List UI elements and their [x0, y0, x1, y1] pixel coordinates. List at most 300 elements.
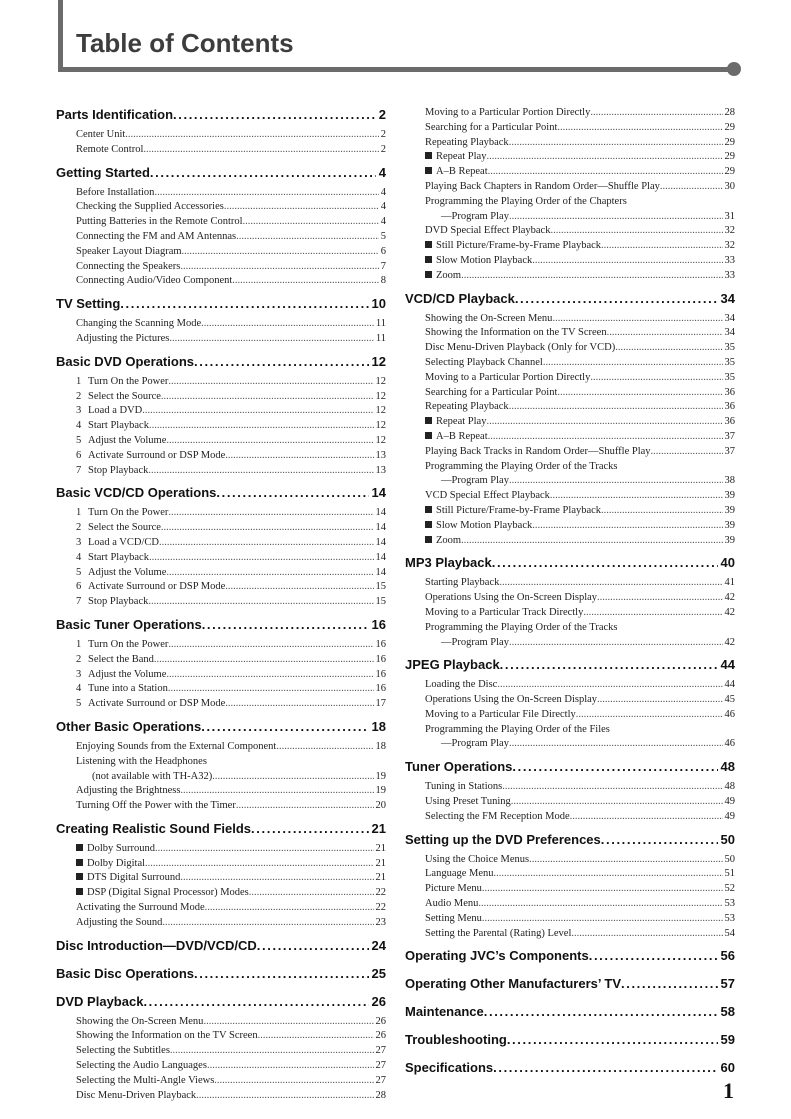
- entry-text: Moving to a Particular File Directly: [425, 708, 576, 720]
- section-page-number: 4: [378, 164, 386, 180]
- dot-leader: [212, 771, 373, 782]
- entry-label: [76, 756, 207, 767]
- entry-label: [425, 372, 590, 383]
- dot-leader: [488, 166, 723, 177]
- entry-label: [76, 1016, 203, 1027]
- toc-entry[interactable]: [405, 694, 735, 709]
- dot-leader: [257, 938, 369, 953]
- section-title: Getting Started: [56, 164, 150, 180]
- toc-section-heading[interactable]: [405, 832, 735, 854]
- toc-entry[interactable]: [405, 387, 735, 402]
- dot-leader: [651, 446, 723, 457]
- section-page-number: 50: [720, 831, 735, 847]
- entry-text: Selecting Playback Channel: [425, 356, 543, 368]
- entry-page-number: 13: [375, 449, 386, 461]
- dot-leader: [159, 537, 374, 548]
- entry-label: [425, 913, 482, 924]
- square-bullet-icon: [76, 859, 83, 866]
- toc-section-heading[interactable]: [405, 976, 735, 998]
- toc-entry[interactable]: [405, 913, 735, 928]
- entry-page-number: 17: [375, 698, 386, 710]
- toc-entry[interactable]: [405, 679, 735, 694]
- entry-page-number: 35: [724, 371, 735, 383]
- entry-text: Moving to a Particular Portion Directly: [425, 107, 591, 118]
- toc-entry[interactable]: [405, 796, 735, 811]
- toc-entry[interactable]: [405, 327, 735, 342]
- dot-leader: [162, 917, 373, 928]
- dot-leader: [497, 679, 722, 690]
- dot-leader: [155, 843, 374, 854]
- entry-page-number: 41: [724, 577, 735, 589]
- toc-entry[interactable]: [56, 800, 386, 815]
- toc-entry[interactable]: [56, 333, 386, 348]
- entry-text: Selecting the Multi-Angle Views: [76, 1074, 215, 1086]
- toc-section-heading[interactable]: [56, 354, 386, 376]
- toc-entry[interactable]: [405, 505, 735, 520]
- entry-label: [441, 738, 509, 749]
- entry-text: Operations Using the On-Screen Display: [425, 694, 598, 706]
- entry-page-number: 48: [724, 781, 735, 793]
- dot-leader: [236, 231, 379, 242]
- entry-text: Playing Back Tracks in Random Order—Shuffle Play: [425, 445, 651, 457]
- entry-page-number: 35: [724, 356, 735, 368]
- toc-entry[interactable]: [405, 928, 735, 943]
- dot-leader: [543, 357, 723, 368]
- entry-page-number: 20: [375, 800, 386, 812]
- toc-section-heading[interactable]: [405, 555, 735, 577]
- toc-entry[interactable]: [56, 843, 386, 858]
- section-title: Operating JVC’s Components: [405, 948, 589, 964]
- dot-leader: [148, 596, 373, 607]
- entry-text: Setting Menu: [425, 912, 482, 924]
- toc-section-heading[interactable]: [56, 938, 386, 960]
- toc-entry[interactable]: [56, 246, 386, 261]
- dot-leader: [196, 1090, 373, 1101]
- page-number: 1: [723, 1078, 734, 1103]
- entry-text: Stop Playback: [88, 464, 149, 476]
- entry-page-number: 27: [375, 1045, 386, 1057]
- entry-text: Load a DVD: [88, 405, 143, 417]
- toc-entry[interactable]: [405, 372, 735, 387]
- toc-entry[interactable]: [56, 391, 386, 406]
- section-page-number: 10: [371, 296, 386, 312]
- dot-leader: [194, 966, 369, 981]
- toc-entry[interactable]: [56, 654, 386, 669]
- entry-page-number: 36: [724, 386, 735, 398]
- toc-entry[interactable]: [405, 240, 735, 255]
- entry-text: Selecting the FM Reception Mode: [425, 810, 570, 822]
- entry-text: Activate Surround or DSP Mode: [88, 581, 226, 593]
- step-number: 3: [76, 668, 82, 680]
- entry-label: [425, 357, 543, 368]
- entry-text: Starting Playback: [425, 577, 500, 589]
- toc-section-heading[interactable]: [405, 1032, 735, 1054]
- section-page-number: 57: [720, 976, 735, 992]
- entry-text: Connecting the Speakers: [76, 260, 181, 272]
- step-number: 6: [76, 581, 82, 593]
- toc-section-heading[interactable]: [56, 966, 386, 988]
- square-bullet-icon: [425, 152, 432, 159]
- toc-entry[interactable]: [405, 181, 735, 196]
- entry-label: [441, 475, 509, 486]
- toc-section-heading[interactable]: [56, 165, 386, 187]
- toc-entry[interactable]: [56, 435, 386, 450]
- toc-entry[interactable]: [405, 854, 735, 869]
- toc-entry[interactable]: [405, 535, 735, 550]
- toc-entry[interactable]: [405, 898, 735, 913]
- toc-entry[interactable]: [56, 201, 386, 216]
- toc-section-heading[interactable]: [56, 296, 386, 318]
- toc-entry[interactable]: [56, 639, 386, 654]
- toc-entry[interactable]: [405, 107, 735, 122]
- entry-page-number: 14: [375, 536, 386, 548]
- step-number: 7: [76, 464, 82, 476]
- entry-label: [425, 225, 550, 236]
- entry-label: [425, 592, 597, 603]
- toc-entry[interactable]: [56, 872, 386, 887]
- entry-text: Adjust the Volume: [88, 668, 167, 680]
- entry-page-number: 49: [724, 810, 735, 822]
- entry-page-number: 5: [380, 230, 386, 242]
- entry-page-number: 42: [724, 606, 735, 618]
- entry-page-number: 14: [375, 566, 386, 578]
- dot-leader: [500, 657, 718, 672]
- toc-entry[interactable]: [405, 313, 735, 328]
- toc-entry[interactable]: [405, 151, 735, 166]
- toc-entry[interactable]: [405, 622, 735, 637]
- toc-entry[interactable]: [56, 465, 386, 480]
- entry-text: Turn On the Power: [88, 638, 169, 650]
- toc-entry[interactable]: [405, 724, 735, 739]
- toc-section-heading[interactable]: [405, 1004, 735, 1026]
- entry-label: [425, 270, 461, 281]
- toc-entry[interactable]: [405, 520, 735, 535]
- entry-label: [425, 490, 550, 501]
- toc-entry[interactable]: [56, 216, 386, 231]
- section-title: Basic VCD/CD Operations: [56, 485, 217, 501]
- section-page-number: 58: [720, 1004, 735, 1020]
- section-title: Troubleshooting: [405, 1032, 507, 1048]
- step-number: 5: [76, 566, 82, 578]
- entry-label: [76, 129, 125, 140]
- dot-leader: [276, 741, 373, 752]
- toc-entry[interactable]: [56, 698, 386, 713]
- entry-text: Still Picture/Frame-by-Frame Playback: [436, 504, 602, 516]
- header-rule-endpoint: [727, 62, 741, 76]
- section-page-number: 56: [720, 948, 735, 964]
- toc-section-heading[interactable]: [56, 994, 386, 1016]
- entry-page-number: 39: [724, 504, 735, 516]
- entry-page-number: 42: [724, 592, 735, 604]
- entry-label: [425, 883, 482, 894]
- toc-section-heading[interactable]: [56, 719, 386, 741]
- toc-entry[interactable]: [56, 1090, 386, 1105]
- entry-text: Checking the Supplied Accessories: [76, 201, 224, 213]
- toc-entry[interactable]: [405, 270, 735, 285]
- entry-label: [76, 420, 149, 431]
- toc-entry[interactable]: [56, 741, 386, 756]
- toc-section-heading[interactable]: [405, 759, 735, 781]
- entry-page-number: 21: [375, 842, 386, 854]
- toc-entry[interactable]: [405, 607, 735, 622]
- step-number: 1: [76, 375, 82, 387]
- toc-entry[interactable]: [56, 522, 386, 537]
- toc-entry[interactable]: [56, 420, 386, 435]
- entry-page-number: 7: [380, 260, 386, 272]
- toc-section-heading[interactable]: [56, 821, 386, 843]
- entry-page-number: 36: [724, 401, 735, 413]
- toc-entry[interactable]: [405, 461, 735, 476]
- entry-label: [76, 435, 166, 446]
- entry-page-number: 33: [724, 254, 735, 266]
- entry-text: Changing the Scanning Mode: [76, 318, 202, 330]
- dot-leader: [509, 401, 723, 412]
- entry-text: —Program Play: [441, 636, 509, 648]
- toc-entry[interactable]: [56, 376, 386, 391]
- section-title: VCD/CD Playback: [405, 290, 515, 306]
- entry-label: [425, 622, 617, 633]
- toc-entry[interactable]: [405, 577, 735, 592]
- toc-entry[interactable]: [405, 416, 735, 431]
- dot-leader: [180, 785, 373, 796]
- entry-page-number: 16: [375, 653, 386, 665]
- toc-entry[interactable]: [56, 275, 386, 290]
- toc-entry[interactable]: [405, 196, 735, 211]
- dot-leader: [570, 811, 723, 822]
- toc-entry[interactable]: [405, 342, 735, 357]
- dot-leader: [601, 832, 718, 847]
- toc-entry[interactable]: [405, 446, 735, 461]
- dot-leader: [149, 420, 374, 431]
- entry-label: [425, 505, 601, 516]
- square-bullet-icon: [76, 888, 83, 895]
- entry-label: [76, 1030, 258, 1041]
- entry-page-number: 39: [724, 490, 735, 502]
- entry-label: [76, 231, 236, 242]
- entry-page-number: 4: [380, 201, 386, 213]
- toc-section-heading[interactable]: [56, 107, 386, 129]
- entry-label: [425, 313, 552, 324]
- toc-entry[interactable]: [56, 785, 386, 800]
- toc-section-heading[interactable]: [56, 485, 386, 507]
- entry-label: [76, 201, 224, 212]
- entry-page-number: 12: [375, 405, 386, 417]
- square-bullet-icon: [425, 271, 432, 278]
- entry-text: VCD Special Effect Playback: [425, 490, 550, 502]
- section-page-number: 16: [371, 616, 386, 632]
- toc-entry[interactable]: [56, 231, 386, 246]
- toc-section-heading[interactable]: [56, 617, 386, 639]
- toc-entry[interactable]: [56, 887, 386, 902]
- toc-entry[interactable]: [56, 405, 386, 420]
- entry-label: [425, 781, 502, 792]
- toc-entry[interactable]: [405, 592, 735, 607]
- dot-leader: [202, 617, 369, 632]
- toc-entry[interactable]: [56, 1075, 386, 1090]
- toc-entry[interactable]: [405, 637, 735, 652]
- toc-entry[interactable]: [56, 261, 386, 276]
- toc-entry[interactable]: [56, 581, 386, 596]
- entry-label: [425, 520, 532, 531]
- entry-label: [76, 450, 225, 461]
- toc-entry[interactable]: [56, 537, 386, 552]
- entry-page-number: 37: [724, 445, 735, 457]
- entry-text: Turn On the Power: [88, 507, 169, 519]
- toc-section-heading[interactable]: [405, 657, 735, 679]
- step-number: 4: [76, 683, 82, 695]
- section-page-number: 48: [720, 759, 735, 775]
- toc-entry[interactable]: [56, 596, 386, 611]
- entry-page-number: 11: [375, 318, 386, 330]
- section-page-number: 12: [371, 353, 386, 369]
- section-title: Creating Realistic Sound Fields: [56, 820, 252, 836]
- entry-label: [76, 858, 145, 869]
- entry-page-number: 22: [375, 887, 386, 899]
- entry-page-number: 54: [724, 927, 735, 939]
- toc-entry[interactable]: [56, 902, 386, 917]
- toc-entry[interactable]: [405, 781, 735, 796]
- step-number: 1: [76, 638, 82, 650]
- toc-entry[interactable]: [405, 166, 735, 181]
- entry-page-number: 26: [375, 1030, 386, 1042]
- toc-entry[interactable]: [56, 129, 386, 144]
- entry-page-number: 21: [375, 872, 386, 884]
- toc-entry[interactable]: [56, 917, 386, 932]
- dot-leader: [571, 928, 722, 939]
- dot-leader: [499, 577, 722, 588]
- dot-leader: [249, 887, 374, 898]
- entry-label: [76, 887, 249, 898]
- dot-leader: [232, 275, 378, 286]
- entry-text: Setting the Parental (Rating) Level: [425, 927, 572, 939]
- toc-entry[interactable]: [405, 475, 735, 490]
- dot-leader: [488, 431, 723, 442]
- entry-page-number: 19: [375, 785, 386, 797]
- toc-entry[interactable]: [56, 144, 386, 159]
- toc-section-heading[interactable]: [405, 1060, 735, 1082]
- entry-text: (not available with TH-A32): [92, 770, 213, 782]
- toc-entry[interactable]: [56, 1016, 386, 1031]
- toc-section-heading[interactable]: [405, 291, 735, 313]
- entry-text: Disc Menu-Driven Playback (Only for VCD): [425, 342, 616, 354]
- section-title: TV Setting: [56, 296, 121, 312]
- section-page-number: 44: [720, 657, 735, 673]
- entry-text: Showing the On-Screen Menu: [76, 1015, 204, 1027]
- entry-label: [76, 187, 154, 198]
- toc-entry[interactable]: [405, 431, 735, 446]
- dot-leader: [143, 994, 368, 1009]
- entry-label: [425, 342, 615, 353]
- dot-leader: [557, 122, 722, 133]
- section-title: Basic Tuner Operations: [56, 616, 202, 632]
- dot-leader: [166, 669, 373, 680]
- entry-text: Loading the Disc: [425, 679, 498, 691]
- entry-text: Showing the On-Screen Menu: [425, 312, 553, 324]
- dot-leader: [493, 1060, 717, 1075]
- toc-entry[interactable]: [405, 357, 735, 372]
- toc-entry[interactable]: [405, 137, 735, 152]
- entry-text: Searching for a Particular Point: [425, 386, 558, 398]
- entry-text: Enjoying Sounds from the External Component: [76, 740, 277, 752]
- entry-text: Before Installation: [76, 186, 155, 198]
- dot-leader: [161, 522, 374, 533]
- dot-leader: [660, 181, 723, 192]
- toc-entry[interactable]: [56, 1030, 386, 1045]
- entry-label: [425, 607, 583, 618]
- dot-leader: [461, 535, 722, 546]
- toc-entry[interactable]: [56, 187, 386, 202]
- dot-leader: [251, 821, 368, 836]
- dot-leader: [182, 246, 379, 257]
- toc-entry[interactable]: [56, 552, 386, 567]
- toc-section-heading[interactable]: [405, 948, 735, 970]
- entry-text: Showing the Information on the TV Screen: [76, 1030, 258, 1042]
- toc-entry[interactable]: [56, 683, 386, 698]
- entry-text: —Program Play: [441, 210, 509, 222]
- toc-entry[interactable]: [56, 450, 386, 465]
- toc-entry[interactable]: [405, 225, 735, 240]
- entry-text: Operations Using the On-Screen Display: [425, 592, 598, 604]
- toc-entry[interactable]: [405, 883, 735, 898]
- toc-entry[interactable]: [405, 811, 735, 826]
- entry-text: Adjust the Volume: [88, 434, 167, 446]
- toc-entry[interactable]: [56, 507, 386, 522]
- toc-entry[interactable]: [56, 318, 386, 333]
- dot-leader: [615, 342, 722, 353]
- toc-entry[interactable]: [405, 122, 735, 137]
- toc-entry[interactable]: [56, 669, 386, 684]
- dot-leader: [550, 490, 723, 501]
- entry-label: [76, 1060, 207, 1071]
- entry-page-number: 6: [380, 245, 386, 257]
- toc-entry[interactable]: [405, 868, 735, 883]
- entry-label: [425, 709, 576, 720]
- entry-text: Stop Playback: [88, 596, 149, 608]
- toc-entry[interactable]: [56, 1045, 386, 1060]
- entry-label: [76, 596, 148, 607]
- toc-entry[interactable]: [405, 211, 735, 226]
- entry-page-number: 23: [375, 916, 386, 928]
- toc-entry[interactable]: [56, 858, 386, 873]
- entry-text: Activating the Surround Mode: [76, 902, 205, 914]
- entry-label: [76, 216, 243, 227]
- step-number: 2: [76, 390, 82, 402]
- entry-label: [425, 928, 571, 939]
- entry-page-number: 35: [724, 342, 735, 354]
- dot-leader: [148, 465, 373, 476]
- entry-text: Audio Menu: [425, 898, 479, 910]
- toc-entry[interactable]: [405, 490, 735, 505]
- entry-text: Load a VCD/CD: [88, 536, 159, 548]
- toc-entry[interactable]: [405, 709, 735, 724]
- toc-entry[interactable]: [405, 401, 735, 416]
- section-title: Maintenance: [405, 1004, 484, 1020]
- section-page-number: 60: [720, 1060, 735, 1076]
- toc-entry[interactable]: [405, 738, 735, 753]
- toc-entry[interactable]: [56, 567, 386, 582]
- entry-label: [76, 1090, 196, 1101]
- entry-page-number: 38: [724, 475, 735, 487]
- toc-entry[interactable]: [56, 771, 386, 786]
- section-title: MP3 Playback: [405, 555, 492, 571]
- toc-entry[interactable]: [405, 255, 735, 270]
- entry-text: Remote Control: [76, 143, 144, 155]
- entry-page-number: 27: [375, 1074, 386, 1086]
- toc-entry[interactable]: [56, 1060, 386, 1075]
- toc-entry[interactable]: [56, 756, 386, 771]
- entry-page-number: 34: [724, 312, 735, 324]
- dot-leader: [601, 240, 722, 251]
